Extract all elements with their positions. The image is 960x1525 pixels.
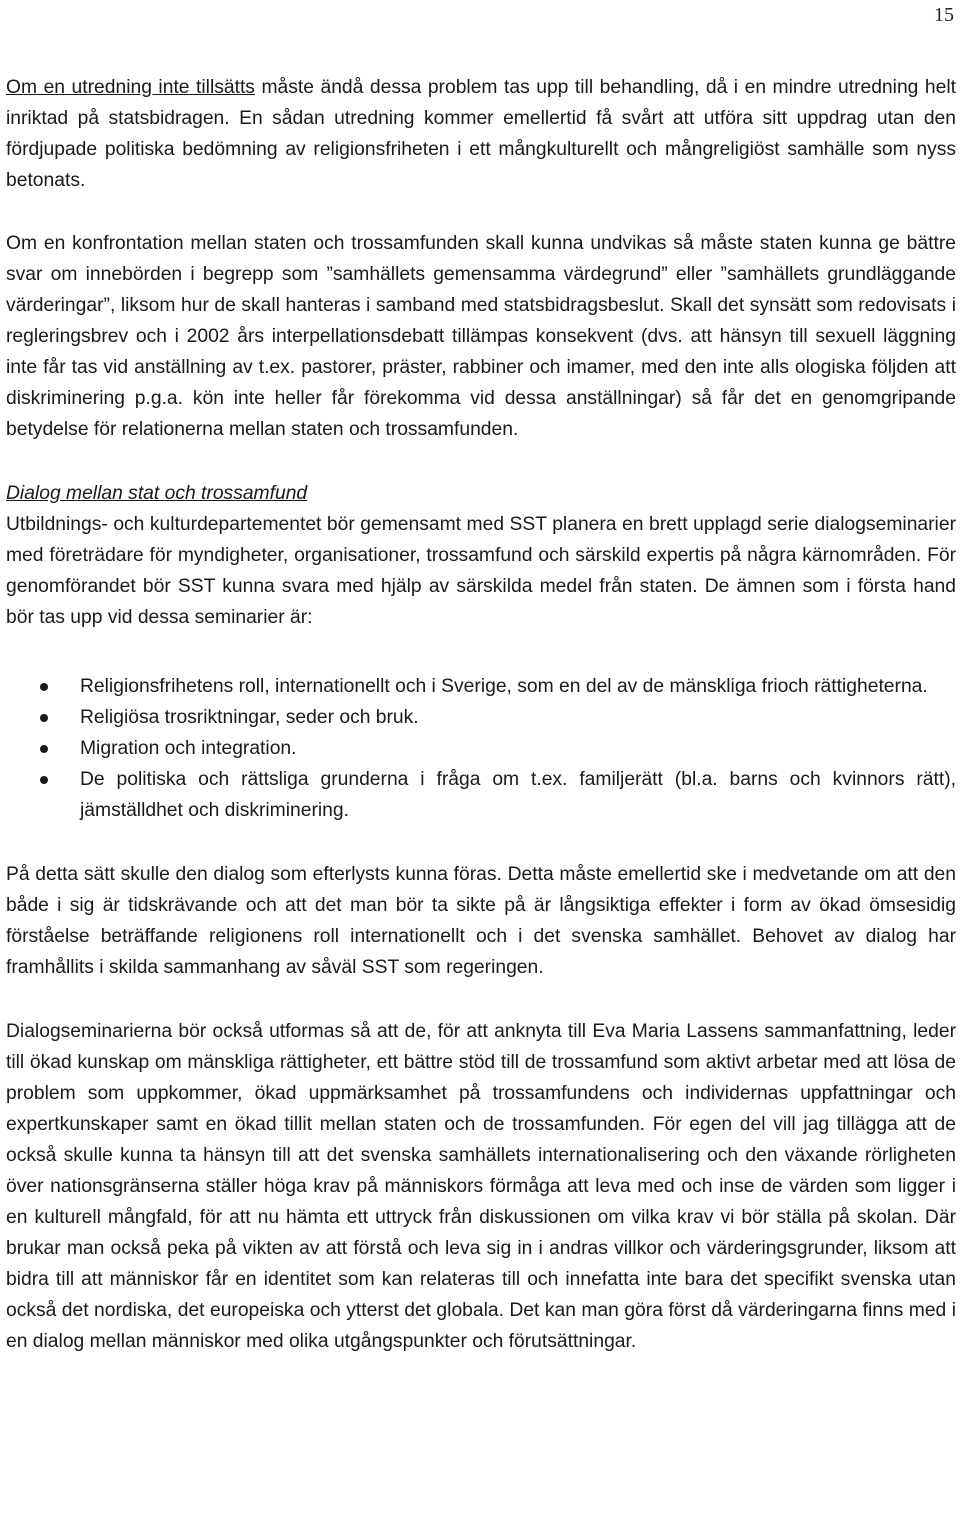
paragraph-statsbidrag xyxy=(6,72,956,196)
list-item xyxy=(6,671,956,702)
document-body xyxy=(6,72,956,1357)
list-item xyxy=(6,764,956,826)
topic-list xyxy=(6,671,956,826)
list-item-text: De politiska och rättsliga grunderna i fråga om t.ex. familjerätt (bl.a. barns och kvinnors rätt), jämställdhet och diskriminering. xyxy=(80,769,956,821)
list-item-text: Religionsfrihetens roll, internationellt och i Sverige, som en del av de mänskliga frioch rättigheterna. xyxy=(80,676,928,697)
list-item xyxy=(6,702,956,733)
bullet-icon xyxy=(40,714,48,722)
page-number: 15 xyxy=(934,4,954,26)
underlined-phrase: Om en utredning inte tillsätts xyxy=(6,77,255,98)
paragraph-konfrontation: Om en konfrontation mellan staten och trossamfunden skall kunna undvikas så måste staten kunna ge bättre svar om innebörden i begrepp som ”samhällets gemensamma värdegrund” eller ”samhällets grundläggande värderingar”, liksom hur de skall hanteras i samband med statsbidragsbeslut. Skall det synsätt som redovisats i regleringsbrev och i 2002 års interpellationsdebatt tillämpas konsekvent (dvs. att hänsyn till sexuell läggning inte får tas vid anställning av t.ex. pastorer, präster, rabbiner och imamer, med den inte alls ologiska följden att diskriminering p.g.a. kön inte heller får förekomma vid dessa anställningar) så får det en genomgripande betydelse för relationerna mellan staten och trossamfunden. xyxy=(6,233,956,440)
bullet-icon xyxy=(40,745,48,753)
paragraph-dialogseminarier: Dialogseminarierna bör också utformas så att de, för att anknyta till Eva Maria Lassens sammanfattning, leder till ökad kunskap om mänskliga rättigheter, ett bättre stöd till de trossamfund som aktivt arbetar med att lösa de problem som uppkommer, ökad uppmärksamhet på trossamfundens och individernas uppfattningar och expertkunskaper samt en ökad tillit mellan staten och de trossamfunden. För egen del vill jag tillägga att de också skulle kunna ta hänsyn till att det svenska samhällets internationalisering och den växande rörligheten över nationsgränserna ställer höga krav på människors förmåga att leva med och inse de värden som ligger i en kulturell mångfald, för att nu hämta ett uttryck från diskussionen om vilka krav vi bör ställa på skolan. Där brukar man också peka på vikten av att förstå och leva sig in i andras villkor och värderingsgrunder, liksom att bidra till att människor får en identitet som kan relateras till och innefatta inte bara det specifikt svenska utan också det nordiska, det europeiska och ytterst det globala. Det kan man göra först då värderingarna finns med i en dialog mellan människor med olika utgångspunkter och förutsättningar. xyxy=(6,1021,956,1352)
list-item-text: Migration och integration. xyxy=(80,738,297,759)
section-dialog xyxy=(6,478,956,633)
list-item xyxy=(6,733,956,764)
section-text: Utbildnings- och kulturdepartementet bör gemensamt med SST planera en brett upplagd serie dialogseminarier med företrädare för myndigheter, organisationer, trossamfund och särskild expertis på några kärnområden. För genomförandet bör SST kunna svara med hjälp av särskilda medel från staten. De ämnen som i första hand bör tas upp vid dessa seminarier är: xyxy=(6,514,956,628)
list-item-text: Religiösa trosriktningar, seder och bruk. xyxy=(80,707,419,728)
bullet-icon xyxy=(40,776,48,784)
section-heading: Dialog mellan stat och trossamfund xyxy=(6,483,308,504)
paragraph-text: måste ändå dessa problem tas upp till behandling, då i en mindre utredning helt inriktad på statsbidragen. En sådan utredning kommer emellertid få svårt att utföra sitt uppdrag utan den fördjupade politiska bedömning av religionsfriheten i ett mångkulturellt och mångreligiöst samhälle som nyss betonats. xyxy=(6,77,956,191)
paragraph-dialog-effekter: På detta sätt skulle den dialog som efterlysts kunna föras. Detta måste emellertid ske i medvetande om att den både i sig är tidskrävande och att det man bör ta sikte på är långsiktiga effekter i form av ökad ömsesidig förståelse beträffande religionens roll internationellt och i det svenska samhället. Behovet av dialog har framhållits i skilda sammanhang av såväl SST som regeringen. xyxy=(6,864,956,978)
bullet-icon xyxy=(40,683,48,691)
